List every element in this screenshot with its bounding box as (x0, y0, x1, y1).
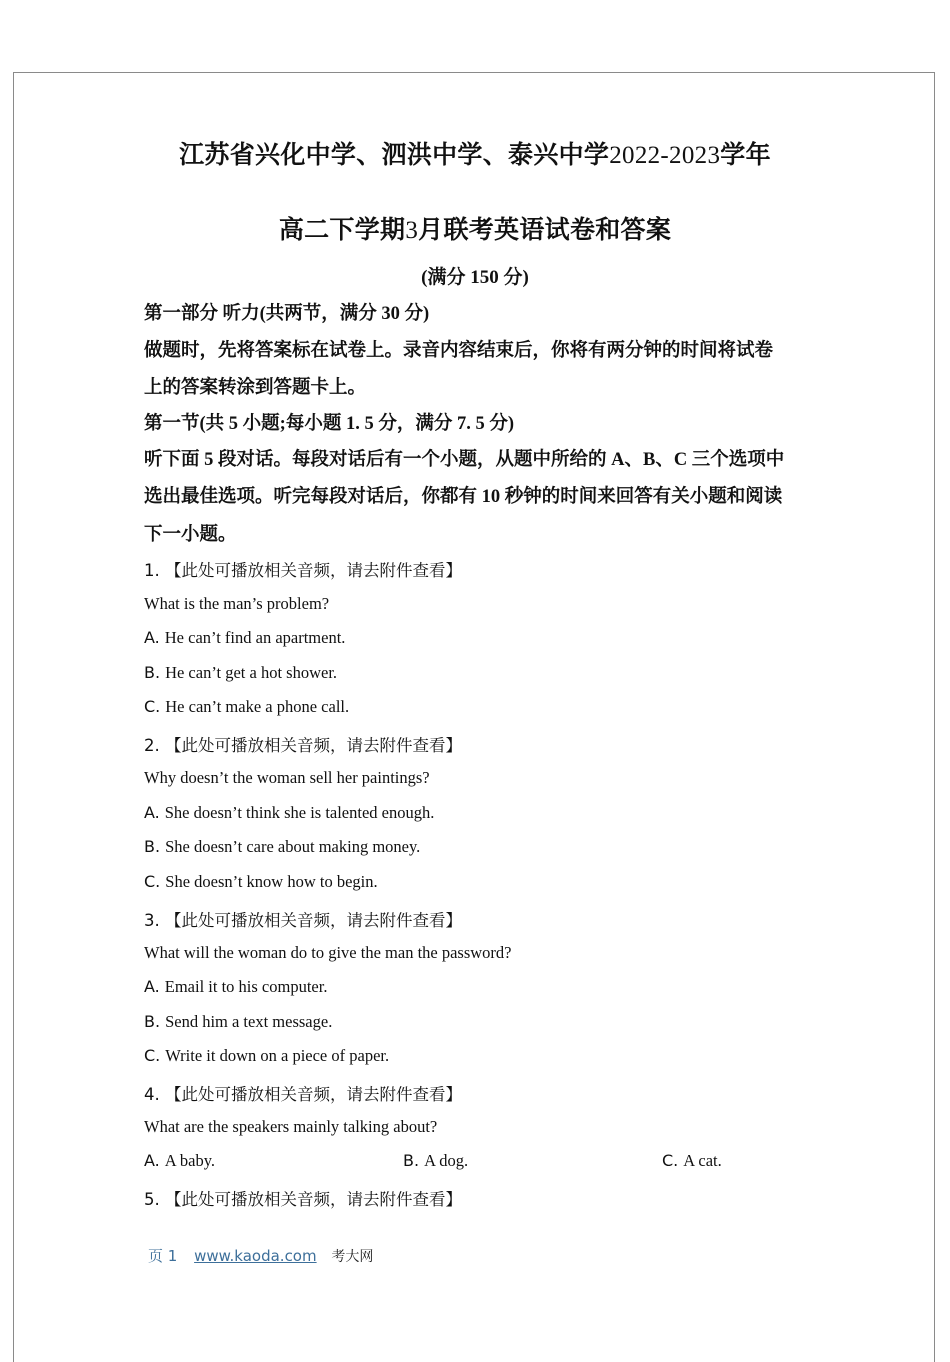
title-2-a: 高二下学期 (278, 215, 406, 244)
q3-label: 3. 【此处可播放相关音频，请去附件查看】 (144, 911, 462, 930)
option-letter: B. (403, 1151, 420, 1170)
option-text: Email it to his computer. (164, 977, 328, 996)
option-text: Send him a text message. (165, 1012, 333, 1031)
q1-option-b (144, 663, 337, 683)
option-letter: C. (662, 1151, 679, 1170)
q5-label: 5. 【此处可播放相关音频，请去附件查看】 (144, 1190, 462, 1209)
q3-text: What will the woman do to give the man the password? (144, 943, 512, 962)
q1-option-a (144, 628, 345, 648)
title-line-1 (0, 135, 950, 171)
option-text: Write it down on a piece of paper. (165, 1046, 390, 1065)
title-1-year: 2022-2023 (609, 142, 721, 169)
section-1-heading: 第一节(共 5 小题;每小题 1. 5 分，满分 7. 5 分) (144, 414, 514, 434)
page-number: 页 1 (148, 1247, 178, 1265)
option-letter: C. (144, 697, 161, 716)
instructions-line-1: 做题时，先将答案标在试卷上。录音内容结束后，你将有两分钟的时间将试卷 (144, 340, 774, 361)
title-line-2 (0, 210, 950, 246)
option-text: A cat. (683, 1151, 722, 1170)
option-letter: B. (144, 1012, 161, 1031)
q3-option-a (144, 977, 327, 997)
option-letter: A. (144, 977, 160, 996)
section-1-desc-3: 下一小题。 (144, 524, 237, 545)
q3-option-b (144, 1012, 332, 1032)
q4-label: 4. 【此处可播放相关音频，请去附件查看】 (144, 1085, 462, 1104)
q2-option-c (144, 872, 378, 892)
q4-text: What are the speakers mainly talking about? (144, 1117, 438, 1136)
q4-option-b (403, 1151, 468, 1171)
title-1-b: 学年 (720, 140, 771, 169)
option-letter: B. (144, 837, 161, 856)
instructions-line-2: 上的答案转涂到答题卡上。 (144, 377, 367, 398)
q1-label: 1. 【此处可播放相关音频，请去附件查看】 (144, 561, 462, 580)
q4-option-c (662, 1151, 722, 1171)
q2-label: 2. 【此处可播放相关音频，请去附件查看】 (144, 736, 462, 755)
option-text: She doesn’t know how to begin. (165, 872, 378, 891)
option-text: A baby. (164, 1151, 216, 1170)
site-name: 考大网 (331, 1249, 374, 1265)
option-letter: A. (144, 628, 160, 647)
option-letter: A. (144, 803, 160, 822)
title-2-b: 月联考英语试卷和答案 (418, 215, 672, 244)
option-text: She doesn’t think she is talented enough. (164, 803, 435, 822)
full-score: (满分 150 分) (421, 267, 529, 288)
option-text: He can’t get a hot shower. (165, 663, 338, 682)
title-1-a: 江苏省兴化中学、泗洪中学、泰兴中学 (179, 140, 610, 169)
section-1-desc-1: 听下面 5 段对话。每段对话后有一个小题，从题中所给的 A、B、C 三个选项中 (144, 450, 785, 470)
title-2-month: 3 (405, 217, 419, 244)
part-1-heading: 第一部分 听力(共两节，满分 30 分) (144, 304, 430, 324)
option-text: A dog. (424, 1151, 469, 1170)
q3-option-c (144, 1046, 389, 1066)
option-text: He can’t make a phone call. (165, 697, 350, 716)
q4-option-a (144, 1151, 215, 1171)
q2-option-a (144, 803, 434, 823)
q2-text: Why doesn’t the woman sell her paintings? (144, 768, 430, 787)
option-letter: B. (144, 663, 161, 682)
q2-option-b (144, 837, 420, 857)
option-letter: C. (144, 1046, 161, 1065)
q1-text: What is the man’s problem? (144, 594, 330, 613)
option-letter: C. (144, 872, 161, 891)
page-footer (148, 1245, 373, 1266)
option-letter: A. (144, 1151, 160, 1170)
option-text: He can’t find an apartment. (164, 628, 346, 647)
section-1-desc-2: 选出最佳选项。听完每段对话后，你都有 10 秒钟的时间来回答有关小题和阅读 (144, 487, 783, 507)
option-text: She doesn’t care about making money. (165, 837, 421, 856)
q1-option-c (144, 697, 349, 717)
site-link[interactable]: www.kaoda.com (194, 1247, 317, 1265)
